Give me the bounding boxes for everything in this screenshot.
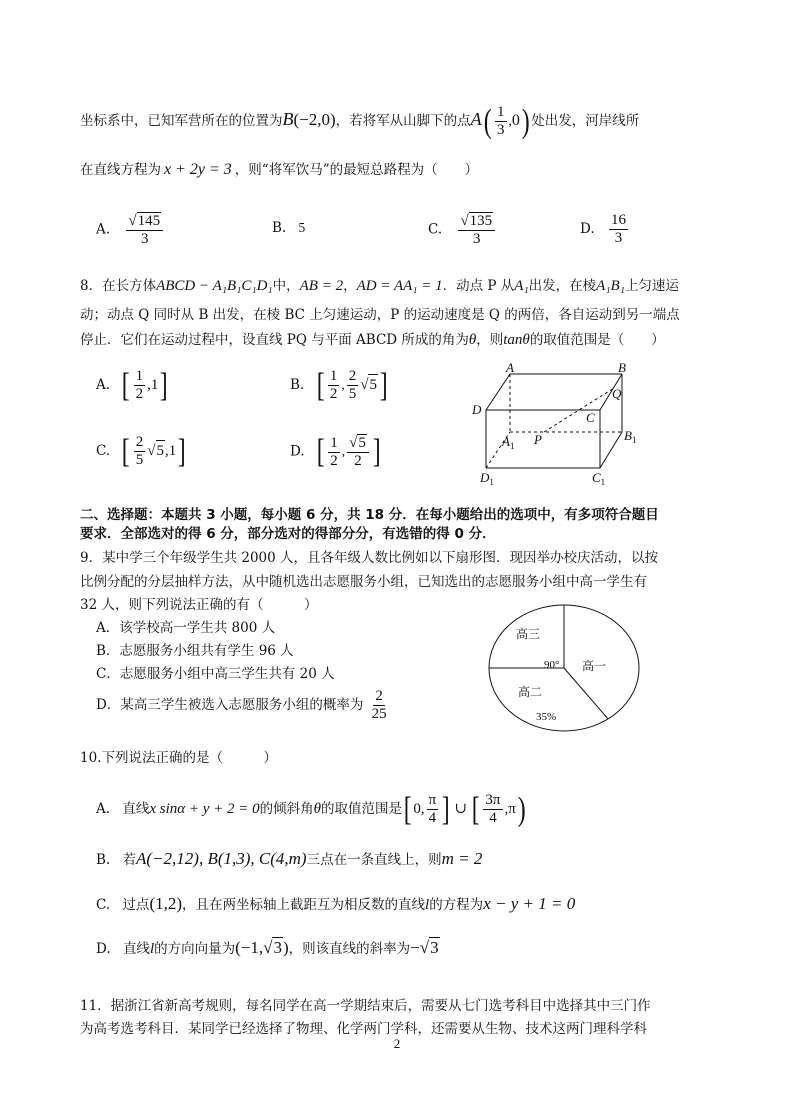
option-text: D．某高三学生被选入志愿服务小组的概率为 [96,697,364,713]
line-l: l [149,941,155,957]
label-q: Q [612,386,622,401]
q8-text: 上匀速运 [624,278,679,294]
q7-line2 [80,160,478,180]
section2-line2: 要求．全部选对的得 6 分，部分选对的得部分分，有选错的得 0 分． [80,526,496,542]
line-equation: x sinα + y + 2 = 0 [149,801,260,817]
radicand: 5 [156,440,166,461]
frac-num: 1 [497,104,505,120]
label-c1: $C_1$ [592,470,606,487]
option-label: C. [96,443,111,459]
q7-text: 在直线方程为 [80,162,161,178]
option-text: 的方向向量为 [154,941,236,957]
frac-den: 3 [473,231,481,247]
frac-den: 2 [135,386,144,402]
q7-option-b [272,218,305,238]
interval-end: ,1 [165,443,177,459]
option-text: 过点 [122,897,150,913]
line-l: l [425,897,430,913]
q7-line1: 坐标系中，已知军营所在的位置为B(−2,0)，若将军从山脚下的点A( $\frac{1}{3}$ ,0) 处出发，河岸线所 [80,102,640,140]
frac-num: π [428,792,437,808]
q7-text: 坐标系中，已知军营所在的位置为 [80,113,283,129]
option-label: A. [96,377,111,393]
label-d1: $D_1$ [480,470,494,487]
vector-start: (−1, [235,938,264,957]
line-equation: x − y + 1 = 0 [483,894,576,913]
frac-num: 1 [329,368,338,384]
q8-line3 [80,330,665,350]
tan-theta: tanθ [503,332,530,348]
q8-text: ，则 [476,332,504,348]
option-text: 若 [122,852,137,868]
point-a: A [470,109,482,129]
pie-slice-boundary-2 [564,668,608,719]
cuboid-figure [462,360,652,488]
frac-den: 3 [497,122,505,138]
q10-option-a: A. 直线x sinα + y + 2 = 0的倾斜角θ的取值范围是[ 0, $\frac{\pi}{4}$ ] ∪ [ $\frac{3\pi}{4}$ ,π) [96,790,526,828]
frac-den: 2 [330,452,338,469]
point: (1,2) [149,894,183,913]
edge-c1b1 [600,432,622,468]
vector-end: ) [282,938,289,957]
option-label: A. [96,801,111,817]
frac-num: 16 [610,212,626,228]
q9-line2: 比例分配的分层抽样方法，从中随机选出志愿服务小组，已知选出的志愿服务小组中高一学生有 [80,574,647,590]
frac-num: 1 [330,434,338,451]
q8-line2: 动；动点 Q 同时从 B 出发，在棱 BC 上匀速运动，P 的运动速度是 Q 的两倍，各自运动到另一端点 [80,307,680,323]
option-label: C. [428,221,443,238]
ab-eq: AB = 2 [299,278,344,294]
interval-lo: 0, [413,801,425,817]
q7-text: 处出发，河岸线所 [531,113,640,129]
label-d: D [472,402,482,417]
theta: θ [313,801,322,817]
option-text: ，且在两坐标轴上截距互为相反数的直线 [182,897,426,913]
line-equation: x + 2y = 3 [164,161,232,178]
q11-line1: 11．据浙江省新高考规则，每名同学在高一学期结束后，需要从七门选考科目中选择其中三门作 [80,998,651,1014]
frac-num: 2 [348,368,357,384]
interval-hi: ,π [504,801,516,817]
q8-line1 [80,276,679,296]
q8-option-c: C. [ $\frac{2}{5}$ √5,1] [96,432,186,470]
q10-line1: 10.下列说法正确的是（ ） [80,750,277,766]
q9-option-a: A．该学校高一学生共 800 人 [96,620,276,636]
m-value: m = 2 [441,849,483,868]
label-p: P [534,432,542,447]
radicand: 135 [469,213,493,229]
frac-den: 3 [614,230,623,246]
option-text: ，则该直线的斜率为 [288,941,411,957]
q7-text: ，若将军从山脚下的点 [335,113,471,129]
slice-label-senior1: 高一 [582,659,607,673]
q11-line2: 为高考选考科目．某同学已经选择了物理、化学两门学科，还需要从生物、技术这两门理科学科 [80,1021,647,1037]
option-label: B. [96,852,111,868]
radicand: 5 [358,435,366,451]
option-label: B. [272,220,287,236]
label-b1: $B_1$ [624,428,637,445]
q8-text: 中， [272,278,300,294]
q8-text: 8．在长方体 [80,278,157,294]
q8-option-b: B. [ $\frac{1}{2}$ , $\frac{2}{5}$ √5] [290,366,388,404]
option-label: D. [580,221,595,237]
option-label: B. [290,377,305,393]
page-number: 2 [393,1036,401,1051]
point-b: B [282,109,294,129]
option-value: 5 [298,220,306,235]
radicand: 3 [273,938,282,957]
frac-den: 25 [371,706,387,722]
option-label: D. [290,443,305,460]
q10-option-d: D. 直线l的方向向量为(−1,√3)，则该直线的斜率为−√3 [96,938,439,957]
frac-den: 2 [329,386,338,402]
q8-text: 出发，在棱 [528,278,597,294]
frac-den: 3 [140,231,149,247]
option-text: 直线 [122,941,150,957]
union-symbol: ∪ [454,801,468,817]
q8-text: 的取值范围是（ ） [529,332,665,348]
label-b: B [618,360,626,375]
option-label: C. [96,897,111,913]
frac-num: 2 [135,434,144,450]
q9-line1: 9．某中学三个年级学生共 2000 人，且各年级人数比例如以下扇形图．现因举办校庆活动，以按 [80,550,659,566]
radicand: 3 [430,938,439,957]
point-a1: A₁ [514,278,529,294]
frac-num: 3π [485,792,501,808]
frac-num: 2 [375,688,383,704]
points: A(−2,12), B(1,3), C(4,m) [136,849,307,868]
edge-a1b1: A₁B₁ [596,278,625,294]
frac-den: 4 [489,810,497,826]
pie-chart [486,602,646,734]
q8-text: ．动点 P 从 [442,278,515,294]
point-b-coords: (−2,0) [293,110,336,129]
point-a-y: 0 [511,112,520,129]
angle-annotation: 90° [544,659,560,671]
q7-option-c: C. $\frac{√135}{3}$ [428,212,497,248]
q7-option-d [580,212,630,247]
q8-option-d: D. [ $\frac{1}{2}$ , $\frac{√5}{2}$ ] [290,433,381,470]
option-text: 的方程为 [429,897,484,913]
radicand: 145 [137,213,161,229]
frac-den: 2 [354,453,362,469]
q9-option-c: C．志愿服务小组中高三学生共有 20 人 [96,666,335,682]
label-a1: $A_1$ [502,434,515,451]
q10-option-b [96,849,482,870]
slice-label-senior3: 高三 [516,627,541,641]
slice-label-senior2: 高二 [518,685,543,699]
section2-line1: 二、选择题：本题共 3 小题，每小题 6 分，共 18 分．在每小题给出的选项中，有多项符合题目 [80,507,659,523]
solid-name: ABCD − A₁B₁C₁D₁ [156,278,273,294]
q8-text: ， [343,278,357,294]
frac-num: 1 [135,368,144,384]
interval-end: ,1 [147,377,159,393]
q8-text: 停止．它们在运动过程中，设直线 PQ 与平面 ABCD 所成的角为 [80,332,469,348]
edge-da [486,374,510,410]
option-text: 直线 [122,801,150,817]
ad-eq: AD = AA₁ = 1 [356,278,443,294]
option-label: D. [96,941,111,957]
frac-den: 4 [428,810,437,826]
percent-annotation: 35% [536,711,557,723]
q8-option-a: A. [ $\frac{1}{2}$ ,1] [96,366,169,404]
minus-sign: − [410,938,420,957]
q9-option-b: B．志愿服务小组共有学生 96 人 [96,643,294,659]
label-c: C [586,410,595,425]
option-text: 三点在一条直线上，则 [306,852,442,868]
theta: θ [468,332,477,348]
q7-option-a: A. $\frac{√145}{3}$ [96,212,165,248]
q9-line3: 32 人，则下列说法正确的有（ ） [80,597,318,613]
option-label: A. [96,221,111,238]
label-a: A [506,360,514,375]
q7-text: ，则“将军饮马”的最短总路程为（ ） [234,162,479,178]
option-text: 的取值范围是 [321,801,403,817]
radicand: 5 [368,374,378,395]
frac-den: 5 [348,386,357,402]
option-text: 的倾斜角 [259,801,314,817]
frac-den: 5 [135,452,144,468]
q10-option-c [96,894,575,915]
q9-option-d [96,688,391,723]
